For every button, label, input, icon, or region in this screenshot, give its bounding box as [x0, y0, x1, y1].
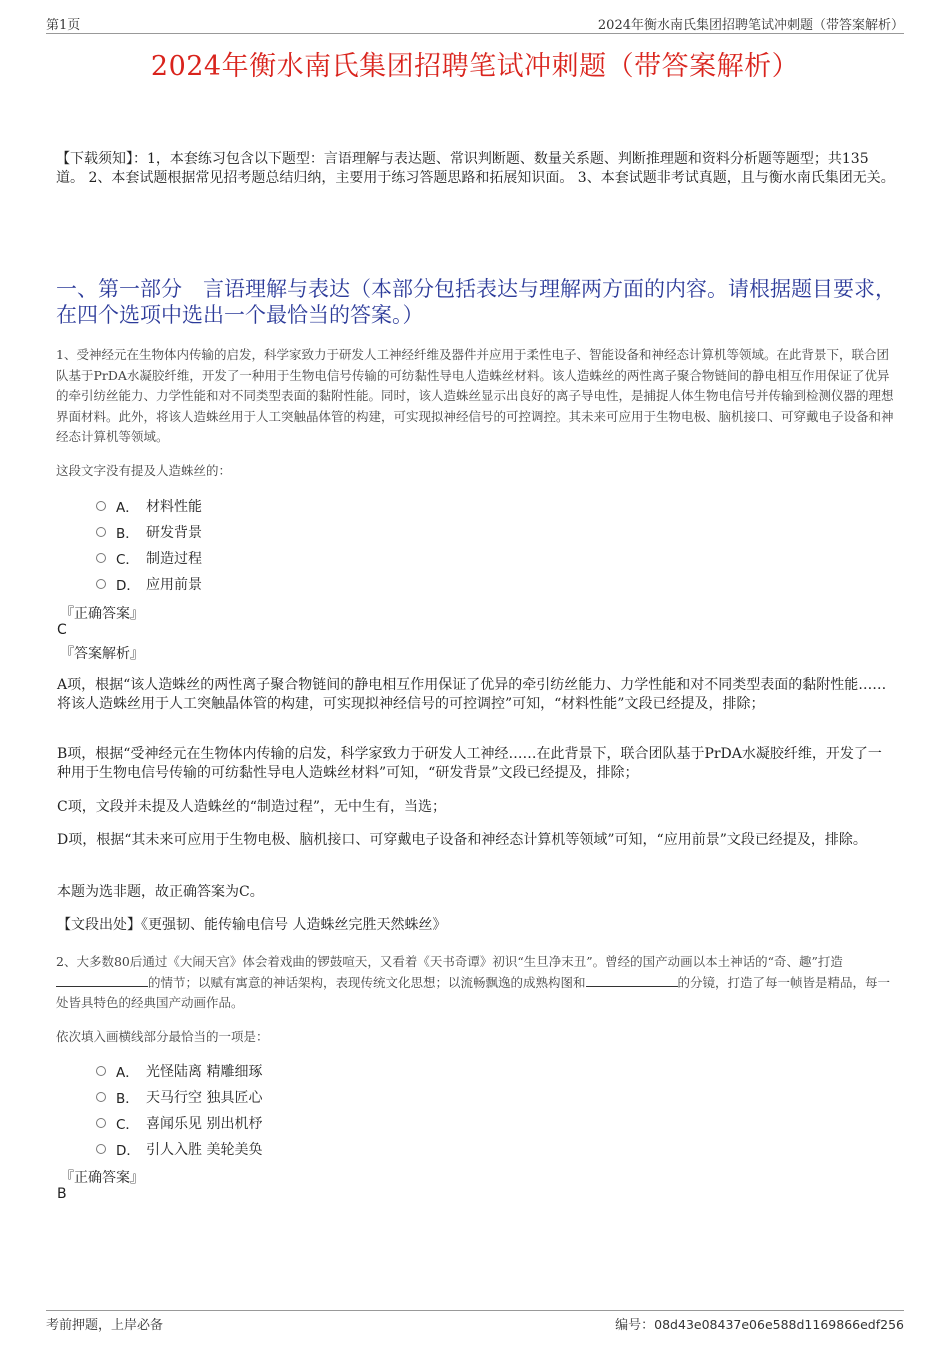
- option-letter: B．: [116, 1091, 139, 1107]
- question-2-prompt: 依次填入画横线部分最恰当的一项是：: [56, 1029, 269, 1044]
- fill-blank-1: [56, 974, 148, 987]
- download-notice: 【下载须知】：1，本套练习包含以下题型：言语理解与表达题、常识判断题、数量关系题、判断推理题和资料分析题等题型；共135道。 2、本套试题根据常见招考题总结归纳，主要用于练习答题思路和拓展知识面。 3、本套试题非考试真题，且与衡水南氏集团无关。: [56, 151, 895, 186]
- option-letter: A．: [116, 1065, 139, 1081]
- radio-icon[interactable]: [96, 1092, 106, 1102]
- q1-option-c[interactable]: [96, 548, 202, 568]
- option-text: 喜闻乐见 别出机杼: [146, 1116, 263, 1132]
- q1-conclusion: 本题为选非题，故正确答案为C。: [57, 884, 264, 900]
- q1-analysis-c: C项，文段并未提及人造蛛丝的“制造过程”，无中生有，当选；: [57, 799, 447, 815]
- q2-option-d[interactable]: [96, 1139, 262, 1159]
- header-divider: [46, 33, 904, 34]
- q2-answer: B: [57, 1186, 67, 1202]
- q1-analysis-b: B项，根据“受神经元在生物体内传输的启发，科学家致力于研发人工神经……在此背景下，联合团队基于PrDA水凝胶纤维，开发了一种用于生物电信号传输的可纺黏性导电人造蛛丝材料”可知，“研发背景”文段已经提及，排除；: [57, 746, 882, 781]
- q2-text-part1: 2、大多数80后通过《大闹天宫》体会着戏曲的锣鼓喧天，又看着《天书奇谭》初识“生旦净末丑”。曾经的国产动画以本土神话的“奇、趣”打造: [56, 954, 843, 969]
- option-text: 研发背景: [146, 525, 202, 541]
- radio-icon[interactable]: [96, 501, 106, 511]
- q2-text-part2: 的情节；以赋有寓意的神话架构，表现传统文化思想；以流畅飘逸的成熟构图和: [148, 974, 586, 990]
- q1-analysis-label: 『答案解析』: [60, 646, 144, 662]
- question-2-text: [56, 952, 896, 1014]
- footer-code-value: 08d43e08437e06e588d1169866edf256: [654, 1317, 904, 1332]
- radio-icon[interactable]: [96, 1066, 106, 1076]
- footer-code: [615, 1314, 904, 1333]
- q1-source: 【文段出处】《更强韧、能传输电信号 人造蛛丝完胜天然蛛丝》: [57, 917, 447, 933]
- q1-answer: C: [57, 622, 67, 638]
- option-letter: C．: [116, 1117, 139, 1133]
- page-number: 第1页: [46, 18, 81, 33]
- option-letter: D．: [116, 578, 140, 594]
- option-text: 天马行空 独具匠心: [146, 1090, 263, 1106]
- option-letter: A．: [116, 500, 139, 516]
- page-title: 2024年衡水南氏集团招聘笔试冲刺题（带答案解析）: [150, 51, 800, 82]
- radio-icon[interactable]: [96, 527, 106, 537]
- q2-option-a[interactable]: [96, 1061, 262, 1081]
- radio-icon[interactable]: [96, 553, 106, 563]
- q1-answer-label: 『正确答案』: [60, 606, 144, 622]
- footer-code-label: 编号：: [615, 1318, 655, 1333]
- q1-option-a[interactable]: [96, 496, 202, 516]
- footer-divider: [46, 1310, 904, 1311]
- question-1-text: 1、受神经元在生物体内传输的启发，科学家致力于研发人工神经纤维及器件并应用于柔性电子、智能设备和神经态计算机等领域。在此背景下，联合团队基于PrDA水凝胶纤维，开发了一种用于生物电信号传输的可纺黏性导电人造蛛丝材料。该人造蛛丝的两性离子聚合物链间的静电相互作用保证了优异的牵引纺丝能力、力学性能和对不同类型表面的黏附性能。同时，该人造蛛丝显示出良好的离子导电性，是捕捉人体生物电信号并传输到检测仪器的理想界面材料。此外，将该人造蛛丝用于人工突触晶体管的构建，可实现拟神经信号的可控调控。其未来可应用于生物电极、脑机接口、可穿戴电子设备和神经态计算机等领域。: [56, 347, 894, 444]
- q2-option-c[interactable]: [96, 1113, 262, 1133]
- q1-analysis-a: A项，根据“该人造蛛丝的两性离子聚合物链间的静电相互作用保证了优异的牵引纺丝能力、力学性能和对不同类型表面的黏附性能……将该人造蛛丝用于人工突触晶体管的构建，可实现拟神经信号的可控调控”可知，“材料性能”文段已经提及，排除；: [57, 677, 887, 712]
- radio-icon[interactable]: [96, 1118, 106, 1128]
- option-letter: C．: [116, 552, 139, 568]
- footer-slogan: 考前押题，上岸必备: [46, 1318, 164, 1333]
- q2-option-b[interactable]: [96, 1087, 262, 1107]
- section-heading: 一、第一部分 言语理解与表达（本部分包括表达与理解两方面的内容。请根据题目要求，在四个选项中选出一个最恰当的答案。）: [56, 277, 896, 327]
- option-text: 引人入胜 美轮美奂: [146, 1142, 263, 1158]
- option-letter: D．: [116, 1143, 140, 1159]
- option-text: 光怪陆离 精雕细琢: [146, 1064, 263, 1080]
- question-1-prompt: 这段文字没有提及人造蛛丝的：: [56, 463, 232, 478]
- q1-option-d[interactable]: [96, 574, 202, 594]
- option-letter: B．: [116, 526, 139, 542]
- q1-option-b[interactable]: [96, 522, 202, 542]
- option-text: 应用前景: [146, 577, 202, 593]
- radio-icon[interactable]: [96, 579, 106, 589]
- fill-blank-2: [586, 974, 678, 987]
- radio-icon[interactable]: [96, 1144, 106, 1154]
- q1-analysis-d: D项，根据“其未来可应用于生物电极、脑机接口、可穿戴电子设备和神经态计算机等领域”可知，“应用前景”文段已经提及，排除。: [57, 832, 867, 848]
- option-text: 材料性能: [146, 499, 202, 515]
- option-text: 制造过程: [146, 551, 202, 567]
- q2-text-part3: 的分镜，打造了每一帧皆是精品，每一处皆具特色的经典国产动画作品。: [56, 974, 891, 1010]
- q2-answer-label: 『正确答案』: [60, 1170, 144, 1186]
- header-doc-title: 2024年衡水南氏集团招聘笔试冲刺题（带答案解析）: [597, 18, 904, 33]
